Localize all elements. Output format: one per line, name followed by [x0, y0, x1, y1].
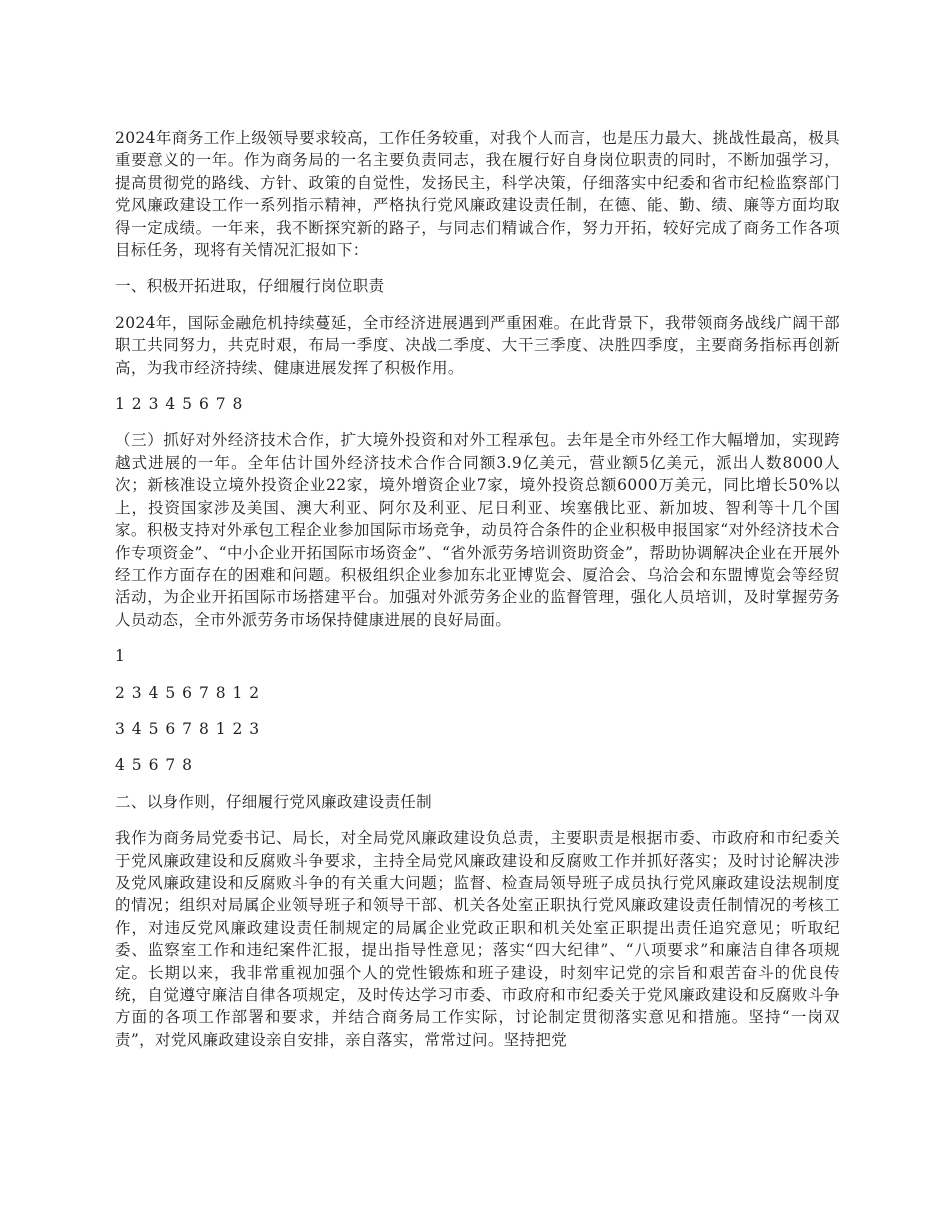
- section-1-paragraph: 2024年，国际金融危机持续蔓延，全市经济进展遇到严重困难。在此背景下，我带领商务战线广阔干部职工共同努力，共克时艰，布局一季度、决战二季度、大干三季度、决胜四季度，主要商务指标再创新高，为我市经济持续、健康进展发挥了积极作用。: [115, 313, 840, 377]
- section-heading-1: 一、积极开拓进取，仔细履行岗位职责: [115, 277, 385, 296]
- number-sequence-1: 1 2 3 4 5 6 7 8: [115, 395, 244, 414]
- number-sequence-2: 1: [115, 647, 126, 666]
- section-2-paragraph: 我作为商务局党委书记、局长，对全局党风廉政建设负总责，主要职责是根据市委、市政府和市纪委关于党风廉政建设和反腐败斗争要求，主持全局党风廉政建设和反腐败工作并抓好落实；及时讨论解决涉及党风廉政建设和反腐败斗争的有关重大问题；监督、检查局领导班子成员执行党风廉政建设法规制度的情况；组织对局属企业领导班子和领导干部、机关各处室正职执行党风廉政建设责任制情况的考核工作，对违反党风廉政建设责任制规定的局属企业党政正职和机关处室正职提出责任追究意见；听取纪委、监察室工作和违纪案件汇报，提出指导性意见；落实“四大纪律”、“八项要求”和廉洁自律各项规定。长期以来，我非常重视加强个人的党性锻炼和班子建设，时刻牢记党的宗旨和艰苦奋斗的优良传统，自觉遵守廉洁自律各项规定，及时传达学习市委、市政府和市纪委关于党风廉政建设和反腐败斗争方面的各项工作部署和要求，并结合商务局工作实际，讨论制定贯彻落实意见和措施。坚持“一岗双责”，对党风廉政建设亲自安排，亲自落实，常常过问。坚持把党: [115, 829, 840, 1049]
- number-sequence-5: 4 5 6 7 8: [115, 756, 194, 775]
- number-sequence-3: 2 3 4 5 6 7 8 1 2: [115, 683, 261, 702]
- section-heading-2: 二、以身作则，仔细履行党风廉政建设责任制: [115, 792, 433, 811]
- foreign-cooperation-paragraph: （三）抓好对外经济技术合作，扩大境外投资和对外工程承包。去年是全市外经工作大幅增加，实现跨越式进展的一年。全年估计国外经济技术合作合同额3.9亿美元，营业额5亿美元，派出人数8000人次；新核准设立境外投资企业22家，境外增资企业7家，境外投资总额6000万美元，同比增长50%以上，投资国家涉及美国、澳大利亚、阿尔及利亚、尼日利亚、埃塞俄比亚、新加坡、智利等十几个国家。积极支持对外承包工程企业参加国际市场竞争，动员符合条件的企业积极申报国家“对外经济技术合作专项资金”、“中小企业开拓国际市场资金”、“省外派劳务培训资助资金”，帮助协调解决企业在开展外经工作方面存在的困难和问题。积极组织企业参加东北亚博览会、厦洽会、乌洽会和东盟博览会等经贸活动，为企业开拓国际市场搭建平台。加强对外派劳务企业的监督管理，强化人员培训，及时掌握劳务人员动态，全市外派劳务市场保持健康进展的良好局面。: [115, 431, 840, 629]
- intro-paragraph: 2024年商务工作上级领导要求较高，工作任务较重，对我个人而言，也是压力最大、挑战性最高，极具重要意义的一年。作为商务局的一名主要负责同志，我在履行好自身岗位职责的同时，不断加强学习，提高贯彻党的路线、方针、政策的自觉性，发扬民主，科学决策，仔细落实中纪委和省市纪检监察部门党风廉政建设工作一系列指示精神，严格执行党风廉政建设责任制，在德、能、勤、绩、廉等方面均取得一定成绩。一年来，我不断探究新的路子，与同志们精诚合作，努力开拓，较好完成了商务工作各项目标任务，现将有关情况汇报如下：: [115, 129, 840, 260]
- number-sequence-4: 3 4 5 6 7 8 1 2 3: [115, 719, 261, 738]
- document-body: [115, 127, 840, 1065]
